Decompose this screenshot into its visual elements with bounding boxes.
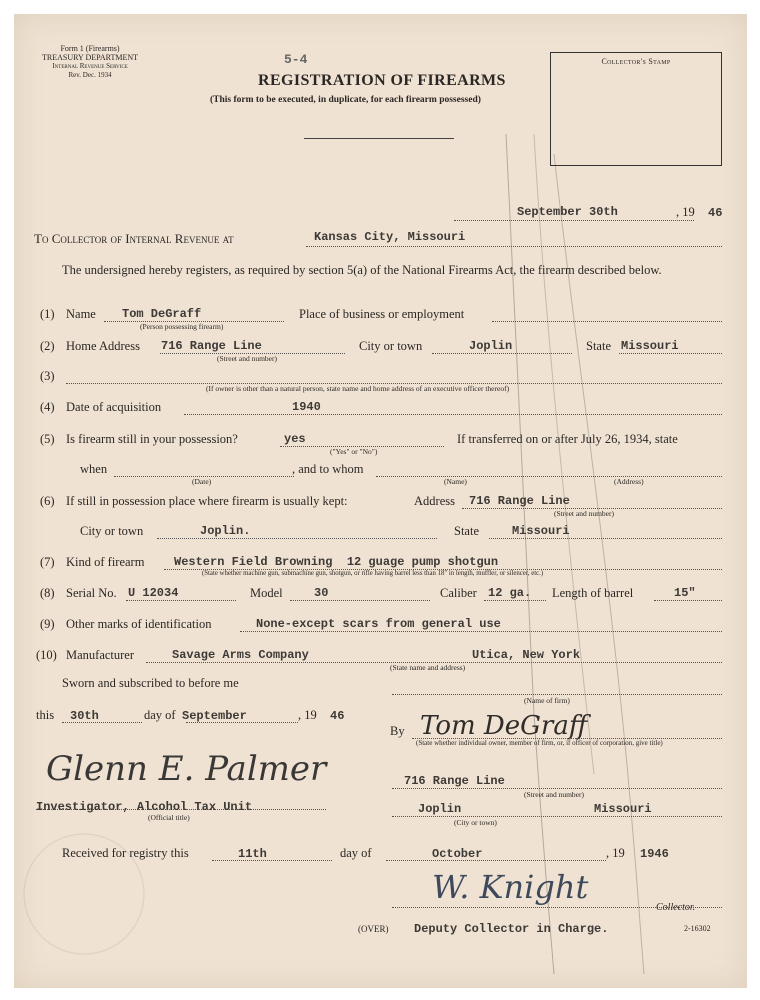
marks-value: None-except scars from general use <box>256 617 501 631</box>
sworn-this: this <box>36 708 55 722</box>
whom-underline <box>376 476 722 477</box>
officer-signature-text: Glenn E. Palmer <box>46 749 327 789</box>
home-value: 716 Range Line <box>161 339 262 353</box>
officer-signature <box>38 736 327 796</box>
name-label: Name <box>66 307 96 321</box>
home-state: Missouri <box>621 339 679 353</box>
kept-city-label: City or town <box>80 524 144 538</box>
barrel-underline <box>654 600 722 601</box>
model-underline <box>290 600 430 601</box>
transfer-label: If transferred on or after July 26, 1934, state <box>457 432 678 446</box>
date-year-prefix: , 19 <box>676 205 695 219</box>
firm-underline <box>392 694 722 695</box>
registrant-city-underline <box>392 816 722 817</box>
registrant-state: Missouri <box>594 802 652 816</box>
possession-value: yes <box>284 432 306 446</box>
by-caption: (State whether individual owner, member of firm, or, if officer of corporation, give title) <box>416 739 663 747</box>
kept-address-label: Address <box>414 494 455 508</box>
kept-city-underline <box>157 538 437 539</box>
by-label: By <box>390 724 405 738</box>
registrant-city-caption: (City or town) <box>454 818 497 827</box>
serial-value: U 12034 <box>128 586 179 600</box>
whom-address-caption: (Address) <box>614 477 644 486</box>
stamp-mark: 5-4 <box>284 52 308 67</box>
model-value: 30 <box>314 586 329 600</box>
received-day-label: day of <box>340 846 372 860</box>
possession-label: Is firearm still in your possession? <box>66 432 238 446</box>
form-sheet <box>14 14 747 988</box>
field-7-num: (7) <box>40 555 55 569</box>
kept-label: If still in possession place where firearm is usually kept: <box>66 494 348 508</box>
field-6-num: (6) <box>40 494 55 508</box>
date-value: September 30th <box>517 205 618 219</box>
field-9-num: (9) <box>40 617 55 631</box>
registrant-signature-text: Tom DeGraff <box>420 711 588 741</box>
home-city-underline <box>432 353 572 354</box>
officer-caption: (Official title) <box>148 813 190 822</box>
serial-label: Serial No. <box>66 586 117 600</box>
collector-signature <box>424 854 644 910</box>
received-day: 11th <box>238 847 267 861</box>
title-rule <box>304 138 454 139</box>
acquisition-underline <box>184 414 722 415</box>
sworn-day-label: day of <box>144 708 176 722</box>
kept-state: Missouri <box>512 524 570 538</box>
home-label: Home Address <box>66 339 140 353</box>
form-subtitle: (This form to be executed, in duplicate, for each firearm possessed) <box>210 95 481 105</box>
registrant-city: Joplin <box>418 802 462 816</box>
kept-state-label: State <box>454 524 479 538</box>
field-2-num: (2) <box>40 339 55 353</box>
pencil-stroke-3 <box>534 134 594 774</box>
when-date-caption: (Date) <box>192 477 212 486</box>
kept-address: 716 Range Line <box>469 494 570 508</box>
field-4-num: (4) <box>40 400 55 414</box>
officer-title: Investigator, Alcohol Tax Unit <box>36 800 253 814</box>
firm-caption: (Name of firm) <box>524 696 570 705</box>
field-8-num: (8) <box>40 586 55 600</box>
whom-name-caption: (Name) <box>444 477 467 486</box>
collector-underline <box>306 246 722 247</box>
whom-label: , and to whom <box>292 462 364 476</box>
registrant-street-underline <box>392 788 722 789</box>
manufacturer-caption: (State name and address) <box>390 663 466 672</box>
received-day-underline <box>212 860 332 861</box>
caliber-value: 12 ga. <box>488 586 532 600</box>
collector-label: To Collector of Internal Revenue at <box>34 231 234 246</box>
received-month: October <box>432 847 483 861</box>
department: TREASURY DEPARTMENT <box>42 53 139 62</box>
home-state-label: State <box>586 339 611 353</box>
possession-caption: ("Yes" or "No") <box>330 447 378 456</box>
sworn-month: September <box>182 709 247 723</box>
collector-signature-text: W. Knight <box>432 868 589 906</box>
acquisition-value: 1940 <box>292 400 321 414</box>
sworn-year: 46 <box>330 709 345 723</box>
home-city: Joplin <box>469 339 513 353</box>
business-underline <box>492 321 722 322</box>
form-code: 2-16302 <box>684 924 711 933</box>
name-value: Tom DeGraff <box>122 307 202 321</box>
name-caption: (Person possessing firearm) <box>140 322 224 331</box>
date-underline <box>454 220 694 221</box>
kind-label: Kind of firearm <box>66 555 145 569</box>
collector-stamp-box <box>550 52 722 166</box>
kept-city: Joplin. <box>200 524 251 538</box>
sworn-day: 30th <box>70 709 99 723</box>
received-label: Received for registry this <box>62 846 189 860</box>
pencil-stroke-1 <box>506 134 554 974</box>
date-year: 46 <box>708 206 723 220</box>
collector-stamp-label: Collector's Stamp <box>601 57 671 66</box>
business-label: Place of business or employment <box>299 307 465 321</box>
registrant-street-caption: (Street and number) <box>524 790 584 799</box>
form-id: Form 1 (Firearms) <box>60 44 120 53</box>
home-caption: (Street and number) <box>217 354 277 363</box>
home-state-underline <box>619 353 722 354</box>
field-3-num: (3) <box>40 369 55 383</box>
model-label: Model <box>250 586 283 600</box>
home-city-label: City or town <box>359 339 423 353</box>
barrel-value: 15" <box>674 586 696 600</box>
form-id-block <box>42 44 138 80</box>
registrant-street: 716 Range Line <box>404 774 505 788</box>
kind-value: Western Field Browning 12 guage pump shotgun <box>174 555 499 569</box>
field-5-num: (5) <box>40 432 55 446</box>
intro-text: The undersigned hereby registers, as required by section 5(a) of the National Firearms Act, the firearm described below. <box>62 263 662 277</box>
kind-caption: (State whether machine gun, submachine gun, shotgun, or rifle having barrel less than 18" in length, muffler, or silencer, etc.) <box>202 570 544 577</box>
manufacturer-label: Manufacturer <box>66 648 135 662</box>
marks-underline <box>240 631 722 632</box>
collector-label: Collector. <box>656 902 696 913</box>
serial-underline <box>126 600 236 601</box>
over-label: (OVER) <box>358 924 389 934</box>
field-10-num: (10) <box>36 648 57 662</box>
kept-street-caption: (Street and number) <box>554 509 614 518</box>
marks-label: Other marks of identification <box>66 617 212 631</box>
service: Internal Revenue Service <box>52 62 128 70</box>
when-label: when <box>80 462 108 476</box>
manufacturer-address: Utica, New York <box>472 648 581 662</box>
field-1-num: (1) <box>40 307 55 321</box>
acquisition-label: Date of acquisition <box>66 400 162 414</box>
collector-location: Kansas City, Missouri <box>314 230 466 244</box>
sworn-year-prefix: , 19 <box>298 708 317 722</box>
revision: Rev. Dec. 1934 <box>68 71 112 79</box>
manufacturer-value: Savage Arms Company <box>172 648 309 662</box>
caliber-underline <box>484 600 546 601</box>
kept-state-underline <box>489 538 722 539</box>
received-year-prefix: , 19 <box>606 846 625 860</box>
barrel-label: Length of barrel <box>552 586 634 600</box>
received-year: 1946 <box>640 847 669 861</box>
caliber-label: Caliber <box>440 586 477 600</box>
owner-caption: (If owner is other than a natural person, state name and home address of an executive officer thereof) <box>206 384 510 393</box>
sworn-label: Sworn and subscribed to before me <box>62 676 239 690</box>
deputy-label: Deputy Collector in Charge. <box>414 922 609 936</box>
form-title: REGISTRATION OF FIREARMS <box>258 72 506 89</box>
